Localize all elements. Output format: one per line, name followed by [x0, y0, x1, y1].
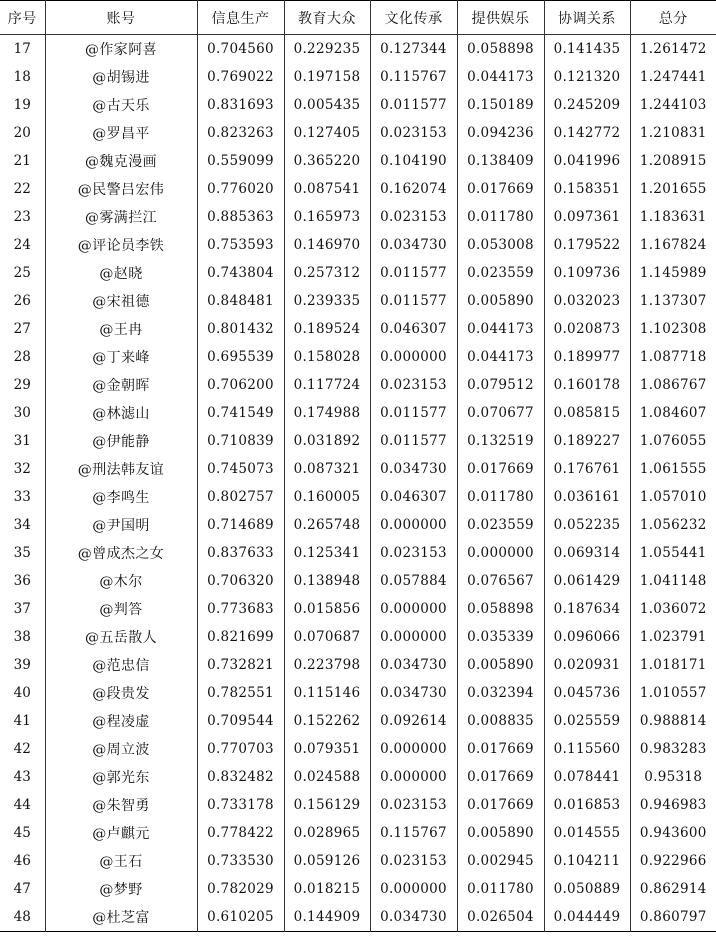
coordination-score: 0.085815	[544, 399, 630, 427]
account-name: @赵晓	[45, 259, 197, 287]
entertainment-score: 0.005890	[457, 287, 544, 315]
total-score: 1.167824	[639, 237, 707, 253]
coordination-score: 0.158351	[544, 175, 630, 203]
entertainment-score: 0.044173	[457, 315, 544, 343]
row-index: 23	[0, 203, 45, 231]
table-row	[0, 819, 716, 847]
entertainment-score: 0.005890	[457, 651, 544, 679]
row-index: 41	[0, 707, 45, 735]
total-score: 1.086767	[639, 377, 707, 393]
entertainment-score: 0.026504	[457, 903, 544, 932]
row-index: 26	[0, 287, 45, 315]
coordination-score: 0.078441	[544, 763, 630, 791]
account-name: @民警吕宏伟	[45, 175, 197, 203]
coordination-score: 0.020931	[544, 651, 630, 679]
entertainment-score: 0.017669	[457, 735, 544, 763]
public-education-score: 0.239335	[284, 287, 370, 315]
coordination-score: 0.045736	[544, 679, 630, 707]
info-production-score: 0.773683	[197, 595, 284, 623]
public-education-score: 0.031892	[284, 427, 370, 455]
entertainment-score: 0.044173	[457, 343, 544, 371]
row-index: 36	[0, 567, 45, 595]
public-education-score: 0.365220	[284, 147, 370, 175]
cultural-heritage-score: 0.000000	[370, 595, 457, 623]
cultural-heritage-score: 0.011577	[370, 399, 457, 427]
info-production-score: 0.782029	[197, 875, 284, 903]
table-row	[0, 651, 716, 679]
header-index: 序号	[0, 1, 45, 35]
row-index: 38	[0, 623, 45, 651]
row-index: 19	[0, 91, 45, 119]
info-production-score: 0.706200	[197, 371, 284, 399]
cultural-heritage-score: 0.011577	[370, 287, 457, 315]
table-row	[0, 875, 716, 903]
cultural-heritage-score: 0.023153	[370, 791, 457, 819]
coordination-score: 0.014555	[544, 819, 630, 847]
public-education-score: 0.197158	[284, 63, 370, 91]
cultural-heritage-score: 0.023153	[370, 119, 457, 147]
info-production-score: 0.695539	[197, 343, 284, 371]
coordination-score: 0.121320	[544, 63, 630, 91]
entertainment-score: 0.032394	[457, 679, 544, 707]
public-education-score: 0.127405	[284, 119, 370, 147]
table-row	[0, 539, 716, 567]
info-production-score: 0.745073	[197, 455, 284, 483]
account-name: @周立波	[45, 735, 197, 763]
table-row	[0, 903, 716, 932]
public-education-score: 0.005435	[284, 91, 370, 119]
cultural-heritage-score: 0.092614	[370, 707, 457, 735]
row-index: 40	[0, 679, 45, 707]
public-education-score: 0.146970	[284, 231, 370, 259]
info-production-score: 0.885363	[197, 203, 284, 231]
info-production-score: 0.802757	[197, 483, 284, 511]
cultural-heritage-score: 0.000000	[370, 623, 457, 651]
account-name: @古天乐	[45, 91, 197, 119]
total-score: 1.247441	[639, 69, 707, 85]
total-score: 0.862914	[639, 881, 707, 897]
header-row	[0, 1, 716, 35]
public-education-score: 0.156129	[284, 791, 370, 819]
table-row	[0, 847, 716, 875]
coordination-score: 0.096066	[544, 623, 630, 651]
table-row	[0, 231, 716, 259]
entertainment-score: 0.035339	[457, 623, 544, 651]
entertainment-score: 0.011780	[457, 875, 544, 903]
total-score: 1.210831	[639, 125, 707, 141]
account-name: @雾满拦江	[45, 203, 197, 231]
table-row	[0, 175, 716, 203]
coordination-score: 0.104211	[544, 847, 630, 875]
row-index: 35	[0, 539, 45, 567]
row-index: 42	[0, 735, 45, 763]
public-education-score: 0.229235	[284, 35, 370, 64]
public-education-score: 0.024588	[284, 763, 370, 791]
table-row	[0, 343, 716, 371]
entertainment-score: 0.023559	[457, 511, 544, 539]
header-public-education: 教育大众	[284, 1, 370, 35]
header-info-production: 信息生产	[197, 1, 284, 35]
total-score: 0.95318	[644, 769, 703, 785]
table-row	[0, 707, 716, 735]
entertainment-score: 0.017669	[457, 763, 544, 791]
public-education-score: 0.223798	[284, 651, 370, 679]
entertainment-score: 0.000000	[457, 539, 544, 567]
cultural-heritage-score: 0.034730	[370, 231, 457, 259]
info-production-score: 0.821699	[197, 623, 284, 651]
row-index: 43	[0, 763, 45, 791]
info-production-score: 0.710839	[197, 427, 284, 455]
cultural-heritage-score: 0.023153	[370, 203, 457, 231]
table-row	[0, 91, 716, 119]
account-name: @李鸣生	[45, 483, 197, 511]
header-entertainment: 提供娱乐	[457, 1, 544, 35]
total-score: 1.183631	[639, 209, 707, 225]
table-row	[0, 763, 716, 791]
cultural-heritage-score: 0.057884	[370, 567, 457, 595]
table-row	[0, 259, 716, 287]
total-score: 1.018171	[639, 657, 707, 673]
account-name: @伊能静	[45, 427, 197, 455]
table-row	[0, 147, 716, 175]
row-index: 21	[0, 147, 45, 175]
cultural-heritage-score: 0.011577	[370, 259, 457, 287]
info-production-score: 0.832482	[197, 763, 284, 791]
table-row	[0, 203, 716, 231]
total-score: 0.943600	[639, 825, 707, 841]
cultural-heritage-score: 0.023153	[370, 847, 457, 875]
table-row	[0, 427, 716, 455]
account-name: @杜芝富	[45, 903, 197, 932]
info-production-score: 0.610205	[197, 903, 284, 932]
account-name: @程凌虚	[45, 707, 197, 735]
cultural-heritage-score: 0.034730	[370, 651, 457, 679]
public-education-score: 0.152262	[284, 707, 370, 735]
entertainment-score: 0.008835	[457, 707, 544, 735]
info-production-score: 0.753593	[197, 231, 284, 259]
account-name: @五岳散人	[45, 623, 197, 651]
row-index: 30	[0, 399, 45, 427]
coordination-score: 0.176761	[544, 455, 630, 483]
info-production-score: 0.782551	[197, 679, 284, 707]
info-production-score: 0.801432	[197, 315, 284, 343]
info-production-score: 0.741549	[197, 399, 284, 427]
info-production-score: 0.733530	[197, 847, 284, 875]
public-education-score: 0.138948	[284, 567, 370, 595]
info-production-score: 0.823263	[197, 119, 284, 147]
row-index: 33	[0, 483, 45, 511]
total-score: 1.145989	[639, 265, 707, 281]
row-index: 44	[0, 791, 45, 819]
coordination-score: 0.160178	[544, 371, 630, 399]
entertainment-score: 0.023559	[457, 259, 544, 287]
coordination-score: 0.041996	[544, 147, 630, 175]
coordination-score: 0.036161	[544, 483, 630, 511]
entertainment-score: 0.138409	[457, 147, 544, 175]
row-index: 45	[0, 819, 45, 847]
total-score: 1.137307	[639, 293, 707, 309]
cultural-heritage-score: 0.034730	[370, 903, 457, 932]
total-score: 0.860797	[639, 909, 707, 925]
row-index: 18	[0, 63, 45, 91]
total-score: 1.084607	[639, 405, 707, 421]
total-score: 1.244103	[639, 97, 707, 113]
info-production-score: 0.704560	[197, 35, 284, 64]
cultural-heritage-score: 0.127344	[370, 35, 457, 64]
public-education-score: 0.158028	[284, 343, 370, 371]
account-name: @作家阿喜	[45, 35, 197, 64]
entertainment-score: 0.053008	[457, 231, 544, 259]
row-index: 17	[0, 35, 45, 64]
public-education-score: 0.144909	[284, 903, 370, 932]
info-production-score: 0.732821	[197, 651, 284, 679]
info-production-score: 0.706320	[197, 567, 284, 595]
cultural-heritage-score: 0.023153	[370, 539, 457, 567]
entertainment-score: 0.079512	[457, 371, 544, 399]
row-index: 47	[0, 875, 45, 903]
total-score: 1.061555	[639, 461, 707, 477]
table-row	[0, 63, 716, 91]
info-production-score: 0.559099	[197, 147, 284, 175]
public-education-score: 0.160005	[284, 483, 370, 511]
total-score: 1.057010	[639, 489, 707, 505]
info-production-score: 0.743804	[197, 259, 284, 287]
cultural-heritage-score: 0.034730	[370, 679, 457, 707]
account-name: @梦野	[45, 875, 197, 903]
total-score: 0.988814	[639, 713, 707, 729]
table-row	[0, 399, 716, 427]
row-index: 29	[0, 371, 45, 399]
cultural-heritage-score: 0.000000	[370, 343, 457, 371]
coordination-score: 0.097361	[544, 203, 630, 231]
entertainment-score: 0.150189	[457, 91, 544, 119]
account-name: @魏克漫画	[45, 147, 197, 175]
coordination-score: 0.016853	[544, 791, 630, 819]
coordination-score: 0.245209	[544, 91, 630, 119]
public-education-score: 0.265748	[284, 511, 370, 539]
account-name: @宋祖德	[45, 287, 197, 315]
account-name: @丁来峰	[45, 343, 197, 371]
info-production-score: 0.837633	[197, 539, 284, 567]
entertainment-score: 0.017669	[457, 791, 544, 819]
row-index: 46	[0, 847, 45, 875]
header-account: 账号	[45, 1, 197, 35]
cultural-heritage-score: 0.115767	[370, 63, 457, 91]
row-index: 27	[0, 315, 45, 343]
table-row	[0, 623, 716, 651]
cultural-heritage-score: 0.104190	[370, 147, 457, 175]
cultural-heritage-score: 0.162074	[370, 175, 457, 203]
total-score: 0.946983	[639, 797, 707, 813]
table-row	[0, 119, 716, 147]
table-row	[0, 35, 716, 64]
entertainment-score: 0.017669	[457, 175, 544, 203]
coordination-score: 0.032023	[544, 287, 630, 315]
account-name: @段贵发	[45, 679, 197, 707]
entertainment-score: 0.076567	[457, 567, 544, 595]
account-name: @刑法韩友谊	[45, 455, 197, 483]
table-row	[0, 287, 716, 315]
info-production-score: 0.709544	[197, 707, 284, 735]
entertainment-score: 0.044173	[457, 63, 544, 91]
account-name: @卢麒元	[45, 819, 197, 847]
account-name: @罗昌平	[45, 119, 197, 147]
coordination-score: 0.115560	[544, 735, 630, 763]
total-score: 1.056232	[639, 517, 707, 533]
total-score: 0.922966	[639, 853, 707, 869]
account-name: @胡锡进	[45, 63, 197, 91]
cultural-heritage-score: 0.000000	[370, 875, 457, 903]
total-score: 1.087718	[639, 349, 707, 365]
public-education-score: 0.028965	[284, 819, 370, 847]
account-name: @林滤山	[45, 399, 197, 427]
coordination-score: 0.052235	[544, 511, 630, 539]
public-education-score: 0.125341	[284, 539, 370, 567]
account-name: @朱智勇	[45, 791, 197, 819]
header-total-score: 总分	[630, 1, 716, 35]
public-education-score: 0.079351	[284, 735, 370, 763]
entertainment-score: 0.002945	[457, 847, 544, 875]
cultural-heritage-score: 0.011577	[370, 427, 457, 455]
table-row	[0, 315, 716, 343]
table-row	[0, 679, 716, 707]
cultural-heritage-score: 0.034730	[370, 455, 457, 483]
row-index: 20	[0, 119, 45, 147]
row-index: 34	[0, 511, 45, 539]
public-education-score: 0.257312	[284, 259, 370, 287]
info-production-score: 0.733178	[197, 791, 284, 819]
entertainment-score: 0.005890	[457, 819, 544, 847]
table-row	[0, 483, 716, 511]
coordination-score: 0.189227	[544, 427, 630, 455]
coordination-score: 0.061429	[544, 567, 630, 595]
cultural-heritage-score: 0.023153	[370, 371, 457, 399]
entertainment-score: 0.011780	[457, 483, 544, 511]
public-education-score: 0.070687	[284, 623, 370, 651]
coordination-score: 0.187634	[544, 595, 630, 623]
table-row	[0, 371, 716, 399]
account-name: @曾成杰之女	[45, 539, 197, 567]
total-score: 1.076055	[639, 433, 707, 449]
account-name: @王冉	[45, 315, 197, 343]
coordination-score: 0.069314	[544, 539, 630, 567]
public-education-score: 0.115146	[284, 679, 370, 707]
account-name: @王石	[45, 847, 197, 875]
account-name: @判答	[45, 595, 197, 623]
cultural-heritage-score: 0.046307	[370, 483, 457, 511]
row-index: 31	[0, 427, 45, 455]
entertainment-score: 0.094236	[457, 119, 544, 147]
total-score: 1.208915	[639, 153, 707, 169]
public-education-score: 0.059126	[284, 847, 370, 875]
table-row	[0, 735, 716, 763]
coordination-score: 0.141435	[544, 35, 630, 64]
coordination-score: 0.142772	[544, 119, 630, 147]
row-index: 22	[0, 175, 45, 203]
total-score: 1.261472	[639, 41, 707, 57]
public-education-score: 0.087321	[284, 455, 370, 483]
public-education-score: 0.087541	[284, 175, 370, 203]
table-row	[0, 511, 716, 539]
total-score: 1.023791	[639, 629, 707, 645]
cultural-heritage-score: 0.115767	[370, 819, 457, 847]
info-production-score: 0.776020	[197, 175, 284, 203]
entertainment-score: 0.058898	[457, 595, 544, 623]
row-index: 25	[0, 259, 45, 287]
account-name: @尹国明	[45, 511, 197, 539]
account-name: @金朝晖	[45, 371, 197, 399]
coordination-score: 0.044449	[544, 903, 630, 932]
info-production-score: 0.831693	[197, 91, 284, 119]
info-production-score: 0.769022	[197, 63, 284, 91]
account-name: @评论员李铁	[45, 231, 197, 259]
table-row	[0, 567, 716, 595]
total-score: 1.102308	[639, 321, 707, 337]
cultural-heritage-score: 0.000000	[370, 735, 457, 763]
row-index: 28	[0, 343, 45, 371]
total-score: 1.041148	[639, 573, 707, 589]
row-index: 48	[0, 903, 45, 932]
table-row	[0, 595, 716, 623]
total-score: 1.010557	[639, 685, 707, 701]
table-body	[0, 35, 716, 932]
public-education-score: 0.165973	[284, 203, 370, 231]
entertainment-score: 0.070677	[457, 399, 544, 427]
coordination-score: 0.109736	[544, 259, 630, 287]
coordination-score: 0.020873	[544, 315, 630, 343]
row-index: 24	[0, 231, 45, 259]
entertainment-score: 0.058898	[457, 35, 544, 64]
public-education-score: 0.117724	[284, 371, 370, 399]
total-score: 1.055441	[639, 545, 707, 561]
coordination-score: 0.025559	[544, 707, 630, 735]
public-education-score: 0.174988	[284, 399, 370, 427]
cultural-heritage-score: 0.000000	[370, 511, 457, 539]
coordination-score: 0.050889	[544, 875, 630, 903]
entertainment-score: 0.017669	[457, 455, 544, 483]
account-name: @郭光东	[45, 763, 197, 791]
entertainment-score: 0.132519	[457, 427, 544, 455]
info-production-score: 0.848481	[197, 287, 284, 315]
header-cultural-heritage: 文化传承	[370, 1, 457, 35]
info-production-score: 0.714689	[197, 511, 284, 539]
info-production-score: 0.770703	[197, 735, 284, 763]
total-score: 0.983283	[639, 741, 707, 757]
total-score: 1.036072	[639, 601, 707, 617]
info-production-score: 0.778422	[197, 819, 284, 847]
coordination-score: 0.179522	[544, 231, 630, 259]
cultural-heritage-score: 0.011577	[370, 91, 457, 119]
total-score: 1.201655	[639, 181, 707, 197]
cultural-heritage-score: 0.000000	[370, 763, 457, 791]
account-name: @木尔	[45, 567, 197, 595]
table-row	[0, 455, 716, 483]
account-name: @范忠信	[45, 651, 197, 679]
cultural-heritage-score: 0.046307	[370, 315, 457, 343]
public-education-score: 0.018215	[284, 875, 370, 903]
public-education-score: 0.189524	[284, 315, 370, 343]
row-index: 39	[0, 651, 45, 679]
public-education-score: 0.015856	[284, 595, 370, 623]
header-coordination: 协调关系	[544, 1, 630, 35]
entertainment-score: 0.011780	[457, 203, 544, 231]
coordination-score: 0.189977	[544, 343, 630, 371]
row-index: 32	[0, 455, 45, 483]
row-index: 37	[0, 595, 45, 623]
table-row	[0, 791, 716, 819]
